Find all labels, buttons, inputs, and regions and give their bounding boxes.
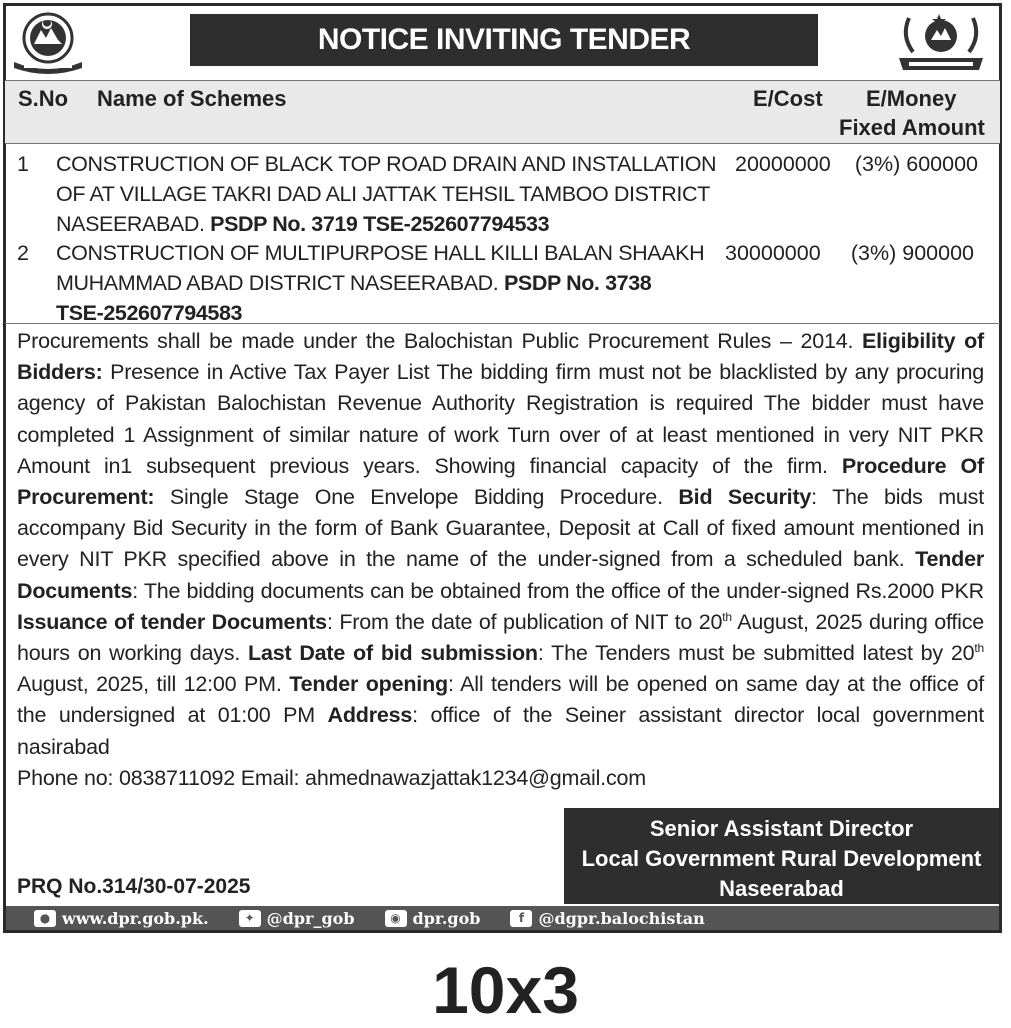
contact-info: Phone no: 0838711092 Email: ahmednawazjattak1234@gmail.com (17, 765, 646, 790)
column-name: Name of Schemes (97, 86, 287, 111)
footer-instagram[interactable]: ◉ dpr.gob (385, 909, 481, 928)
prq-number: PRQ No.314/30-07-2025 (17, 875, 251, 898)
footer-website[interactable]: ● www.dpr.gob.pk. (34, 909, 209, 928)
facebook-icon: f (510, 910, 532, 927)
table-header (5, 80, 1000, 144)
column-sno: S.No (18, 86, 69, 111)
row-cost: 30000000 (725, 241, 821, 265)
row-psdp: PSDP No. 3719 TSE-252607794533 (210, 212, 550, 236)
row-scheme-name: CONSTRUCTION OF MULTIPURPOSE HALL KILLI BALAN SHAAKH MUHAMMAD ABAD DISTRICT NASEERABAD. PSDP No. 3738 TSE-252607794583 (56, 241, 705, 325)
row-sno: 1 (17, 152, 29, 176)
signature-title: Senior Assistant Director (649, 816, 914, 841)
column-money: E/Money (866, 86, 957, 111)
globe-icon: ● (34, 910, 56, 927)
tender-terms: Procurements shall be made under the Balochistan Public Procurement Rules – 2014. Eligibility of Bidders: Presence in Active Tax Payer List The bidding firm must not be blacklisted by any procuring agency of Pakistan Balochistan Revenue Authority Registration is required The bidder must have completed 1 Assignment of similar nature of work Turn over of at least mentioned in very NIT PKR Amount in1 subsequent previous years. Showing financial capacity of the firm. Procedure Of Procurement: Single Stage One Envelope Bidding Procedure. Bid Security: The bids must accompany Bid Security in the form of Bank Guarantee, Deposit at Call of fixed amount mentioned in every NIT PKR specified above in the name of the under-signed from a scheduled bank. Tender Documents: The bidding documents can be obtained from the office of the under-signed Rs.2000 PKR Issuance of tender Documents: From the date of publication of NIT to 20th August, 2025 during office hours on working days. Last Date of bid submission: The Tenders must be submitted latest by 20th August, 2025, till 12:00 PM. Tender opening: All tenders will be opened on same day at the office of the undersigned at 01:00 PM Address: office of the Seiner assistant director local government nasirabad Phone no: 0838711092 Email: ahmednawazjattak1234@gmail.com (17, 326, 984, 794)
dgpr-emblem-logo (895, 8, 987, 78)
row-money: (3%) 600000 (854, 152, 978, 176)
row-tse: TSE-252607794583 (56, 301, 243, 325)
row-cost: 20000000 (735, 152, 831, 176)
row-scheme-name: CONSTRUCTION OF BLACK TOP ROAD DRAIN AND INSTALLATION OF AT VILLAGE TAKRI DAD ALI JATTAK TEHSIL TAMBOO DISTRICT NASEERABAD. PSDP No. 3719 TSE-252607794533 (56, 152, 717, 236)
row-sno: 2 (17, 241, 29, 265)
instagram-icon: ◉ (385, 910, 407, 927)
signature-department: Local Government Rural Development (581, 846, 982, 871)
notice-title: NOTICE INVITING TENDER (190, 14, 818, 66)
signature-block (564, 808, 999, 904)
signature-location: Naseerabad (719, 876, 844, 901)
ad-size-label: 10x3 (432, 953, 579, 1027)
divider (5, 323, 1000, 324)
column-cost: E/Cost (753, 86, 823, 111)
twitter-icon: ✦ (239, 910, 261, 927)
balochistan-emblem-logo (10, 8, 86, 76)
column-money-sub: Fixed Amount (839, 115, 985, 140)
row-psdp: PSDP No. 3738 (503, 271, 652, 295)
footer-bar (6, 906, 999, 930)
row-money: (3%) 900000 (850, 241, 974, 265)
footer-facebook[interactable]: f @dgpr.balochistan (510, 909, 704, 928)
schemes-table (5, 146, 1000, 325)
footer-twitter[interactable]: ✦ @dpr_gob (239, 909, 355, 928)
